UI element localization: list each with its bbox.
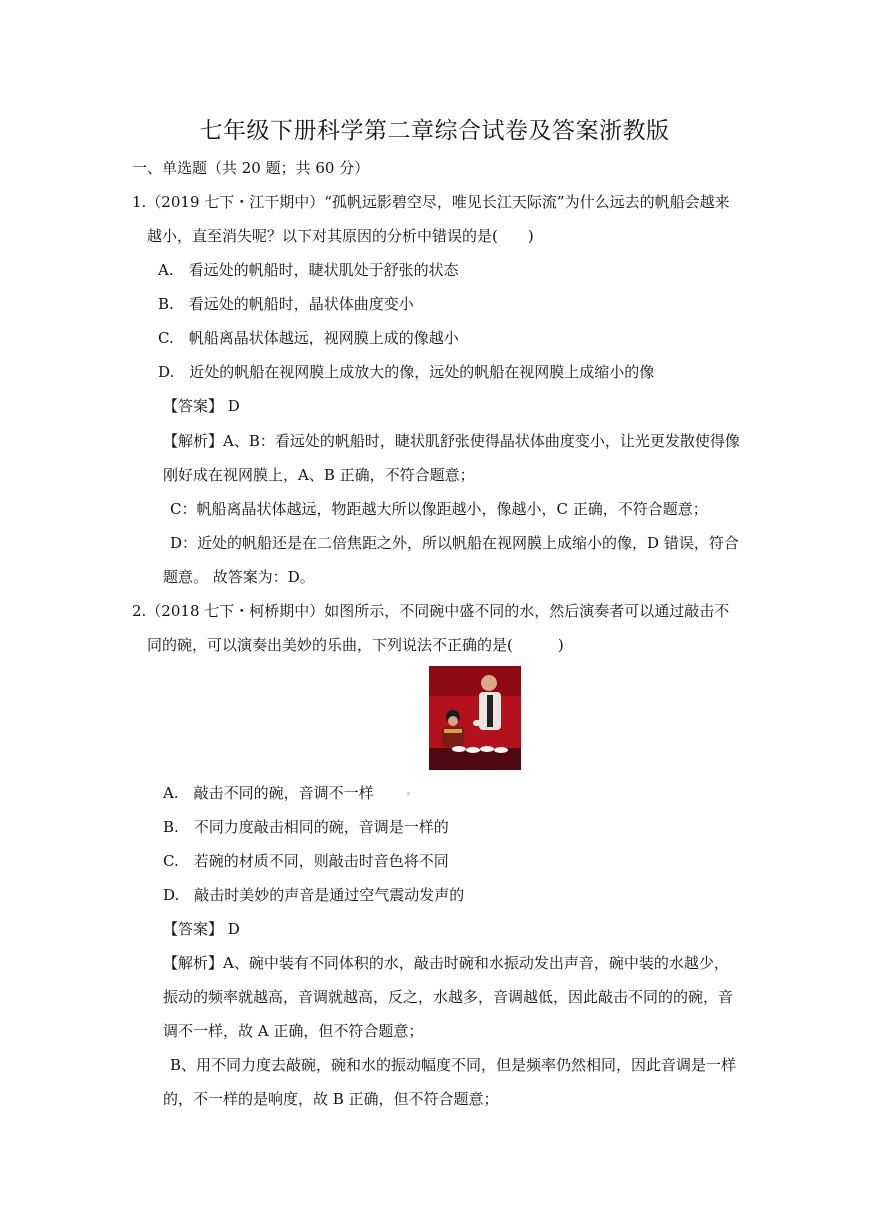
q1-analysis-line-3: C：帆船离晶状体越远，物距越大所以像距越小，像越小，C 正确，不符合题意；	[170, 500, 708, 518]
q1-answer: 【答案】 D	[163, 397, 240, 415]
q1-option-a: A. 看远处的帆船时，睫状肌处于舒张的状态	[158, 261, 459, 279]
section-heading: 一、单选题（共 20 题；共 60 分）	[132, 159, 370, 177]
q1-option-d: D. 近处的帆船在视网膜上成放大的像，远处的帆船在视网膜上成缩小的像	[158, 363, 655, 381]
q1-analysis-line-4: D：近处的帆船还是在二倍焦距之外，所以帆船在视网膜上成缩小的像，D 错误，符合	[170, 534, 739, 552]
q2-option-b: B. 不同力度敲击相同的碗，音调是一样的	[163, 818, 449, 836]
q2-answer: 【答案】 D	[163, 920, 240, 938]
q2-option-c: C. 若碗的材质不同，则敲击时音色将不同	[163, 852, 449, 870]
q1-option-c: C. 帆船离晶状体越远，视网膜上成的像越小	[158, 329, 459, 347]
q1-stem-line-1: 1.（2019 七下・江干期中）“孤帆远影碧空尽，唯见长江天际流”为什么远去的帆船会越来	[132, 193, 730, 211]
q1-analysis-line-1: 【解析】A、B：看远处的帆船时，睫状肌舒张使得晶状体曲度变小，让光更发散使得像	[163, 432, 740, 450]
q2-stem-line-1: 2.（2018 七下・柯桥期中）如图所示，不同碗中盛不同的水，然后演奏者可以通过敲击不	[132, 602, 730, 620]
q1-analysis-line-2: 刚好成在视网膜上，A、B 正确，不符合题意；	[163, 466, 475, 484]
q1-option-b: B. 看远处的帆船时，晶状体曲度变小	[158, 295, 414, 313]
q2-option-a: A. 敲击不同的碗，音调不一样	[163, 784, 374, 802]
q1-analysis-line-5: 题意。 故答案为：D。	[163, 568, 315, 586]
q2-option-d: D. 敲击时美妙的声音是通过空气震动发声的	[163, 886, 465, 904]
q2-analysis-line-1: 【解析】A、碗中装有不同体积的水，敲击时碗和水振动发出声音，碗中装的水越少，	[163, 954, 729, 972]
q2-analysis-line-2: 振动的频率就越高，音调就越高，反之，水越多，音调越低，因此敲击不同的的碗，音	[163, 988, 734, 1006]
q2-analysis-line-3: 调不一样，故 A 正确，但不符合题意；	[163, 1022, 424, 1040]
q2-analysis-line-5: 的，不一样的是响度，故 B 正确，但不符合题意；	[163, 1090, 499, 1108]
q2-stem-line-2: 同的碗，可以演奏出美妙的乐曲，下列说法不正确的是( )	[147, 636, 564, 654]
performance-photo	[429, 666, 521, 770]
photo-illustration	[429, 666, 521, 770]
q2-analysis-line-4: B、用不同力度去敲碗，碗和水的振动幅度不同，但是频率仍然相同，因此音调是一样	[170, 1056, 737, 1074]
stray-mark: 。	[407, 787, 417, 797]
q1-stem-line-2: 越小，直至消失呢？以下对其原因的分析中错误的是( )	[147, 227, 534, 245]
document-title: 七年级下册科学第二章综合试卷及答案浙教版	[199, 118, 670, 144]
